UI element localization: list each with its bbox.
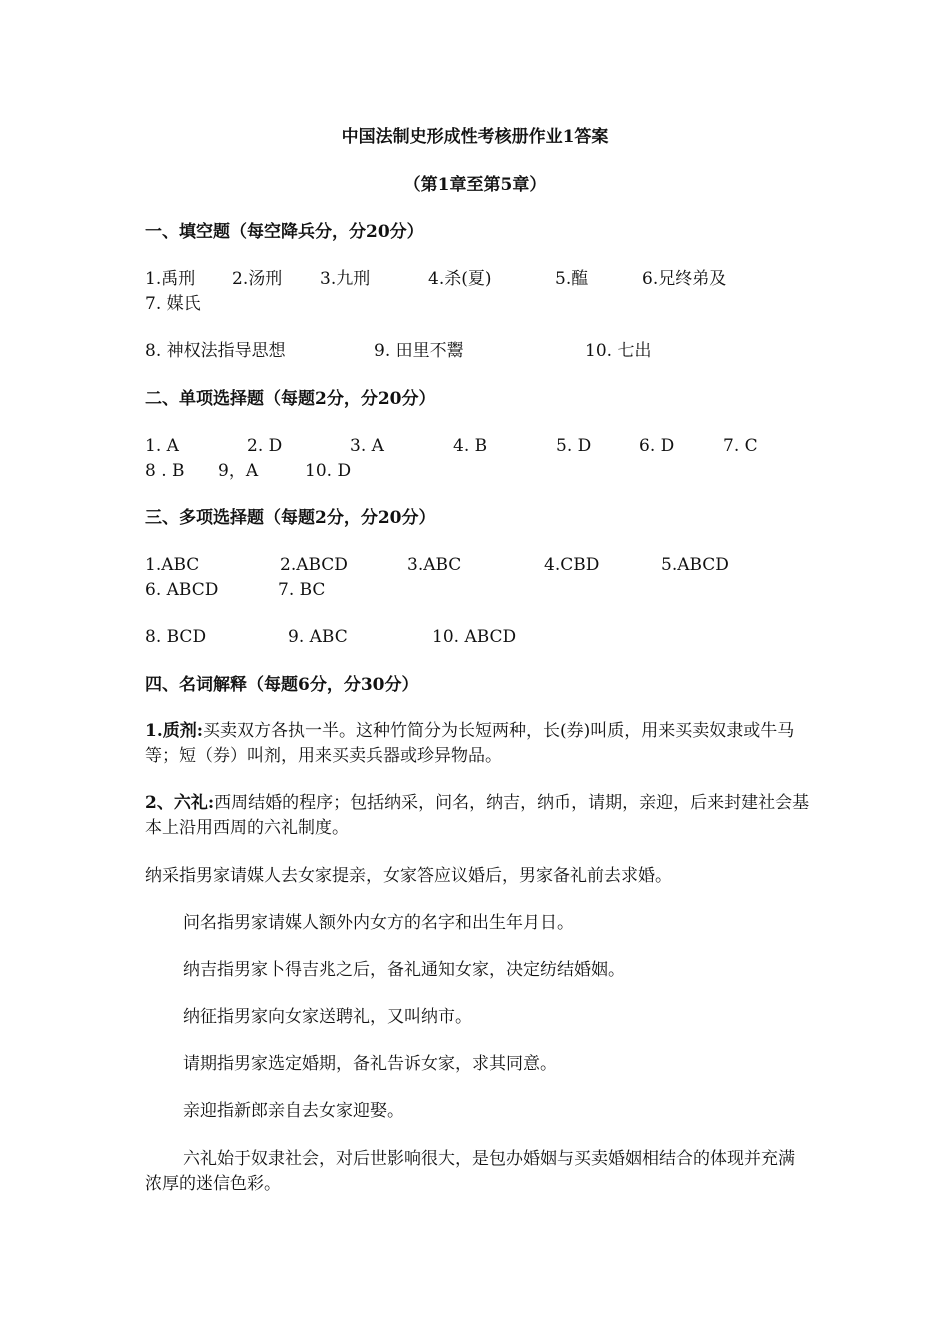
paragraph: 六礼始于奴隶社会，对后世影响很大，是包办婚姻与买卖婚姻相结合的体现并充满浓厚的迷信色彩。 [145,1149,795,1194]
answer-item: 7. C [723,436,758,456]
term-label: 1.质剂: [145,721,204,741]
answer-item: 1.禹刑 [145,269,196,289]
answer-item: 5. D [556,436,592,456]
answer-item: 5.醢 [555,269,589,289]
answer-item: 6. D [639,436,675,456]
answer-item: 3.ABC [407,555,462,575]
term-text: 买卖双方各执一半。这种竹简分为长短两种，长(券)叫质，用来买卖奴隶或牛马等；短（券）叫剂，用来买卖兵器或珍异物品。 [145,721,795,766]
term-definition [145,791,810,841]
answer-item: 5.ABCD [661,555,729,575]
term-text: 西周结婚的程序；包括纳采，问名，纳吉，纳币，请期，亲迎，后来封建社会基本上沿用西周的六礼制度。 [145,793,810,838]
answer-item: 2.ABCD [280,555,348,575]
paragraph: 纳吉指男家卜得吉兆之后，备礼通知女家，决定纺结婚姻。 [183,960,625,980]
paragraph: 纳采指男家请媒人去女家提亲，女家答应议婚后，男家备礼前去求婚。 [145,866,672,886]
answer-item: 8. 神权法指导思想 [145,341,286,361]
answer-item: 3. A [350,436,384,456]
answer-item: 8. BCD [145,627,207,647]
answer-item: 2. D [247,436,283,456]
answer-item: 4.CBD [544,555,600,575]
paragraph: 亲迎指新郎亲自去女家迎娶。 [183,1101,404,1121]
section4-heading: 四、名词解释（每题6分，分30分） [145,675,419,695]
paragraph: 请期指男家选定婚期，备礼告诉女家，求其同意。 [183,1054,557,1074]
answer-item: 9. ABC [288,627,348,647]
answer-item: 10. D [305,461,352,481]
paragraph: 纳征指男家向女家送聘礼，又叫纳市。 [183,1007,472,1027]
answer-item: 9. 田里不鬻 [374,341,464,361]
answer-item: 10. 七出 [585,341,652,361]
answer-item: 1. A [145,436,179,456]
answer-item: 6.兄终弟及 [642,269,727,289]
term-label: 2、六礼: [145,793,215,813]
answer-item: 1.ABC [145,555,200,575]
section3-heading: 三、多项选择题（每题2分，分20分） [145,508,436,528]
answer-item: 4. B [453,436,488,456]
page-title: 中国法制史形成性考核册作业1答案 [341,127,609,147]
answer-item: 7. BC [278,580,326,600]
answer-item: 7. 媒氏 [145,294,201,314]
answer-item: 2.汤刑 [232,269,283,289]
answer-item: 3.九刑 [320,269,371,289]
answer-item: 8 . B [145,461,185,481]
paragraph: 问名指男家请媒人额外内女方的名字和出生年月日。 [183,913,574,933]
section1-heading: 一、填空题（每空降兵分，分20分） [145,222,424,242]
answer-item: 9，A [218,461,259,481]
answer-item: 10. ABCD [432,627,517,647]
term-definition [145,719,810,769]
section2-heading: 二、单项选择题（每题2分，分20分） [145,389,436,409]
answer-item: 6. ABCD [145,580,219,600]
answer-item: 4.杀(夏) [428,269,492,289]
page-subtitle: （第1章至第5章） [403,175,547,195]
